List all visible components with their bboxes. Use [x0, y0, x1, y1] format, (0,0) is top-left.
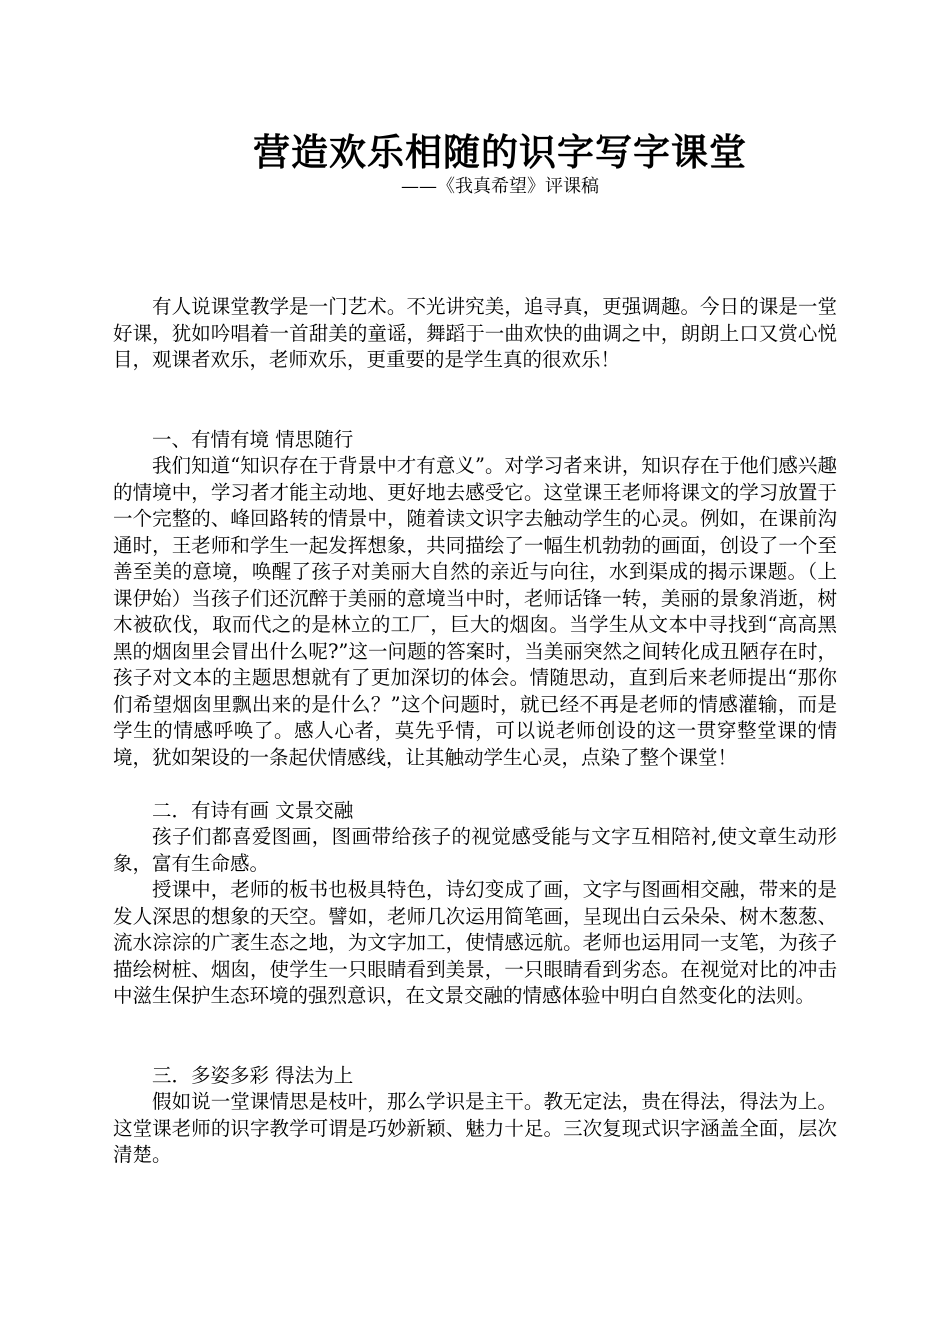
- section-heading: 三．多姿多彩 得法为上: [152, 1063, 354, 1087]
- section-paragraph: 授课中，老师的板书也极具特色，诗幻变成了画，文字与图画相交融，带来的是发人深思的想象的天空。譬如，老师几次运用简笔画，呈现出白云朵朵、树木葱葱、流水淙淙的广袤生态之地，为文字加工，使情感远航。老师也运用同一支笔，为孩子描绘树桩、烟囱，使学生一只眼睛看到美景，一只眼睛看到劣态。在视觉对比的冲击中滋生保护生态环境的强烈意识，在文景交融的情感体验中明白自然变化的法则。: [113, 878, 837, 1007]
- section-paragraph: 孩子们都喜爱图画，图画带给孩子的视觉感受能与文字互相陪衬,使文章生动形象，富有生命感。: [113, 825, 837, 875]
- document-title: 营造欢乐相随的识字写字课堂: [253, 130, 747, 174]
- document-body: [113, 294, 837, 1169]
- section-3: [113, 1063, 837, 1169]
- section-2: [113, 798, 837, 1010]
- section-paragraph: 我们知道“知识存在于背景中才有意义”。对学习者来讲，知识存在于他们感兴趣的情境中，学习者才能主动地、更好地去感受它。这堂课王老师将课文的学习放置于一个完整的、峰回路转的情景中，随着读文识字去触动学生的心灵。例如，在课前沟通时，王老师和学生一起发挥想象，共同描绘了一幅生机勃勃的画面，创设了一个至善至美的意境，唤醒了孩子对美丽大自然的亲近与向往，水到渠成的揭示课题。（上课伊始）当孩子们还沉醉于美丽的意境当中时，老师话锋一转，美丽的景象消逝，树木被砍伐，取而代之的是林立的工厂，巨大的烟囱。当学生从文本中寻找到“高高黑黑的烟囱里会冒出什么呢?”这一问题的答案时，当美丽突然之间转化成丑陋存在时，孩子对文本的主题思想就有了更加深切的体会。情随思动，直到后来老师提出“那你们希望烟囱里飘出来的是什么？”这个问题时，就已经不再是老师的情感灌输，而是学生的情感呼唤了。感人心者，莫先乎情，可以说老师创设的这一贯穿整堂课的情境，犹如架设的一条起伏情感线，让其触动学生心灵，点染了整个课堂！: [113, 454, 837, 769]
- spacer: [113, 771, 837, 798]
- intro-paragraph: 有人说课堂教学是一门艺术。不光讲究美，追寻真，更强调趣。今日的课是一堂好课，犹如吟唱着一首甜美的童谣，舞蹈于一曲欢快的曲调之中，朗朗上口又赏心悦目，观课者欢乐，老师欢乐，更重要的是学生真的很欢乐！: [113, 295, 837, 371]
- section-paragraph: 假如说一堂课情思是枝叶，那么学识是主干。教无定法，贵在得法，得法为上。这堂课老师的识字教学可谓是巧妙新颖、魅力十足。三次复现式识字涵盖全面，层次清楚。: [113, 1090, 837, 1166]
- section-heading: 一、有情有境 情思随行: [152, 427, 354, 451]
- document-subtitle: ——《我真希望》评课稿: [401, 176, 599, 197]
- section-heading: 二．有诗有画 文景交融: [152, 798, 354, 822]
- spacer: [113, 374, 837, 427]
- section-1: [113, 427, 837, 772]
- spacer: [113, 1010, 837, 1063]
